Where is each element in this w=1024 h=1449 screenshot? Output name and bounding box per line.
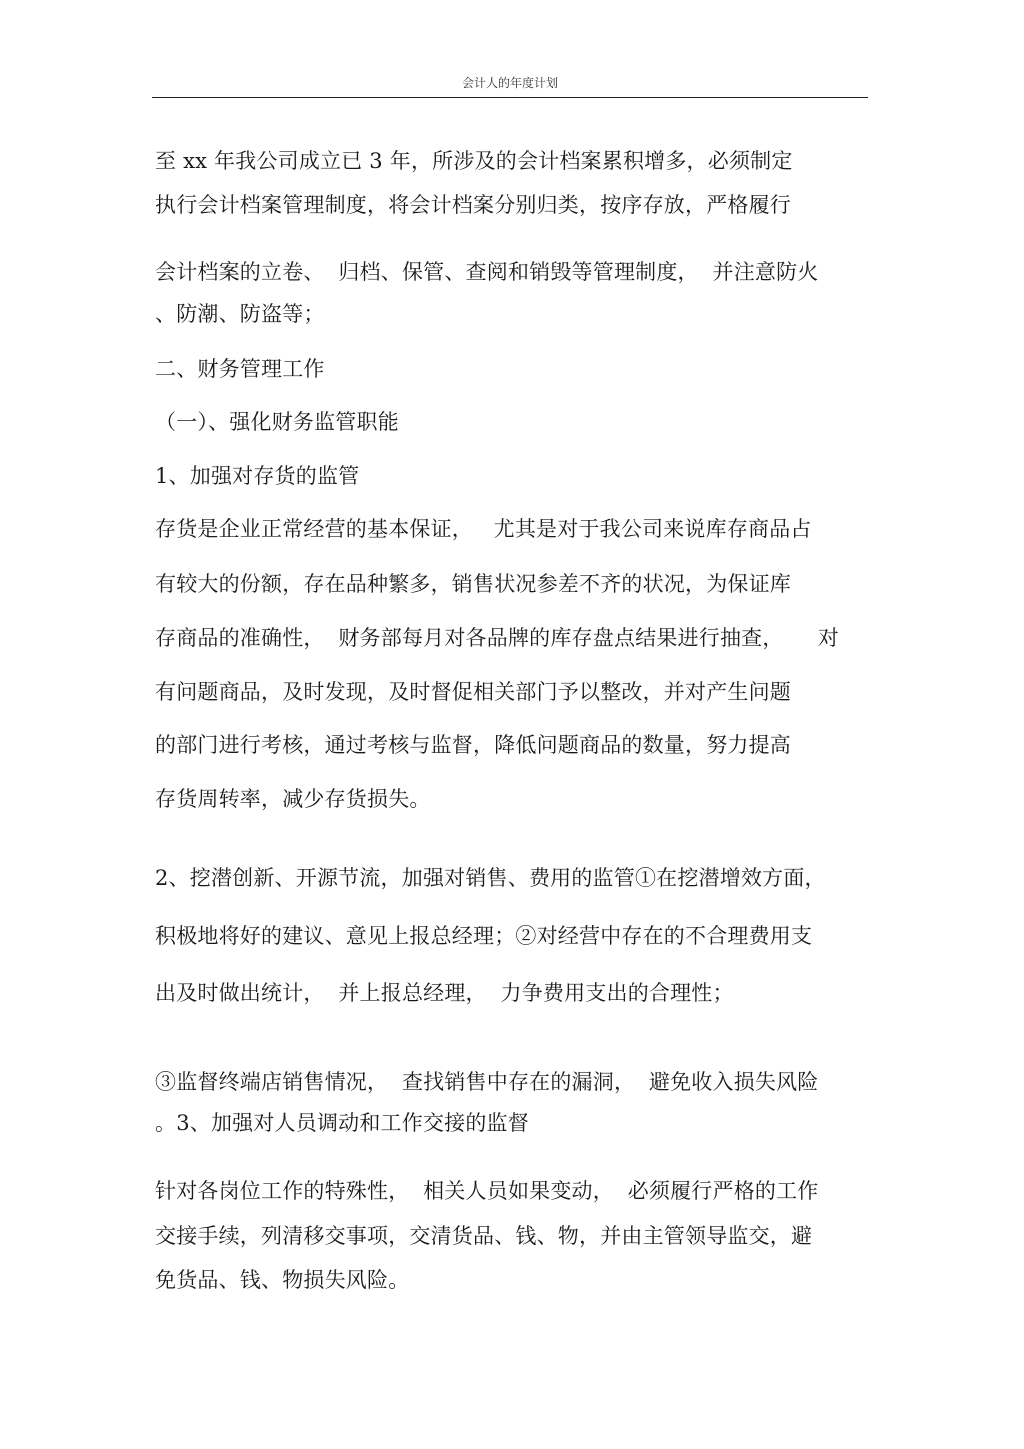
running-header: 会计人的年度计划 — [461, 76, 558, 90]
body-line: 、防潮、防盗等； — [155, 302, 325, 326]
body-line: 有问题商品，及时发现，及时督促相关部门予以整改，并对产生问题 — [155, 680, 791, 704]
body-line: 出及时做出统计， 并上报总经理， 力争费用支出的合理性； — [155, 981, 734, 1005]
body-line: 有较大的份额，存在品种繁多，销售状况参差不齐的状况，为保证库 — [155, 572, 791, 596]
body-line: 存货是企业正常经营的基本保证， 尤其是对于我公司来说库存商品占 — [155, 517, 812, 541]
body-line: 的部门进行考核，通过考核与监督，降低问题商品的数量，努力提高 — [155, 733, 791, 757]
body-line: 存货周转率，减少存货损失。 — [155, 787, 431, 811]
body-line: 。3、加强对人员调动和工作交接的监督 — [155, 1111, 529, 1135]
subsection-heading: （一）、强化财务监管职能 — [155, 410, 399, 434]
body-line: 交接手续，列清移交事项，交清货品、钱、物，并由主管领导监交，避 — [155, 1224, 813, 1248]
body-line: 2、挖潜创新、开源节流，加强对销售、费用的监管①在挖潜增效方面， — [155, 866, 826, 890]
body-line: 积极地将好的建议、意见上报总经理；②对经营中存在的不合理费用支 — [155, 924, 813, 948]
header-rule — [152, 97, 868, 98]
item-heading: 1、加强对存货的监管 — [155, 464, 360, 488]
body-line: ③监督终端店销售情况， 查找销售中存在的漏洞， 避免收入损失风险 — [155, 1070, 819, 1094]
body-line: 至 xx 年我公司成立已 3 年，所涉及的会计档案累积增多，必须制定 — [155, 149, 793, 173]
body-line: 针对各岗位工作的特殊性， 相关人员如果变动， 必须履行严格的工作 — [155, 1179, 819, 1203]
body-line: 执行会计档案管理制度，将会计档案分别归类，按序存放，严格履行 — [155, 193, 791, 217]
body-line: 存商品的准确性， 财务部每月对各品牌的库存盘点结果进行抽查， 对 — [155, 626, 840, 650]
section-heading: 二、财务管理工作 — [155, 357, 325, 381]
body-line: 会计档案的立卷、 归档、保管、查阅和销毁等管理制度， 并注意防火 — [155, 260, 819, 284]
body-line: 免货品、钱、物损失风险。 — [155, 1268, 410, 1292]
